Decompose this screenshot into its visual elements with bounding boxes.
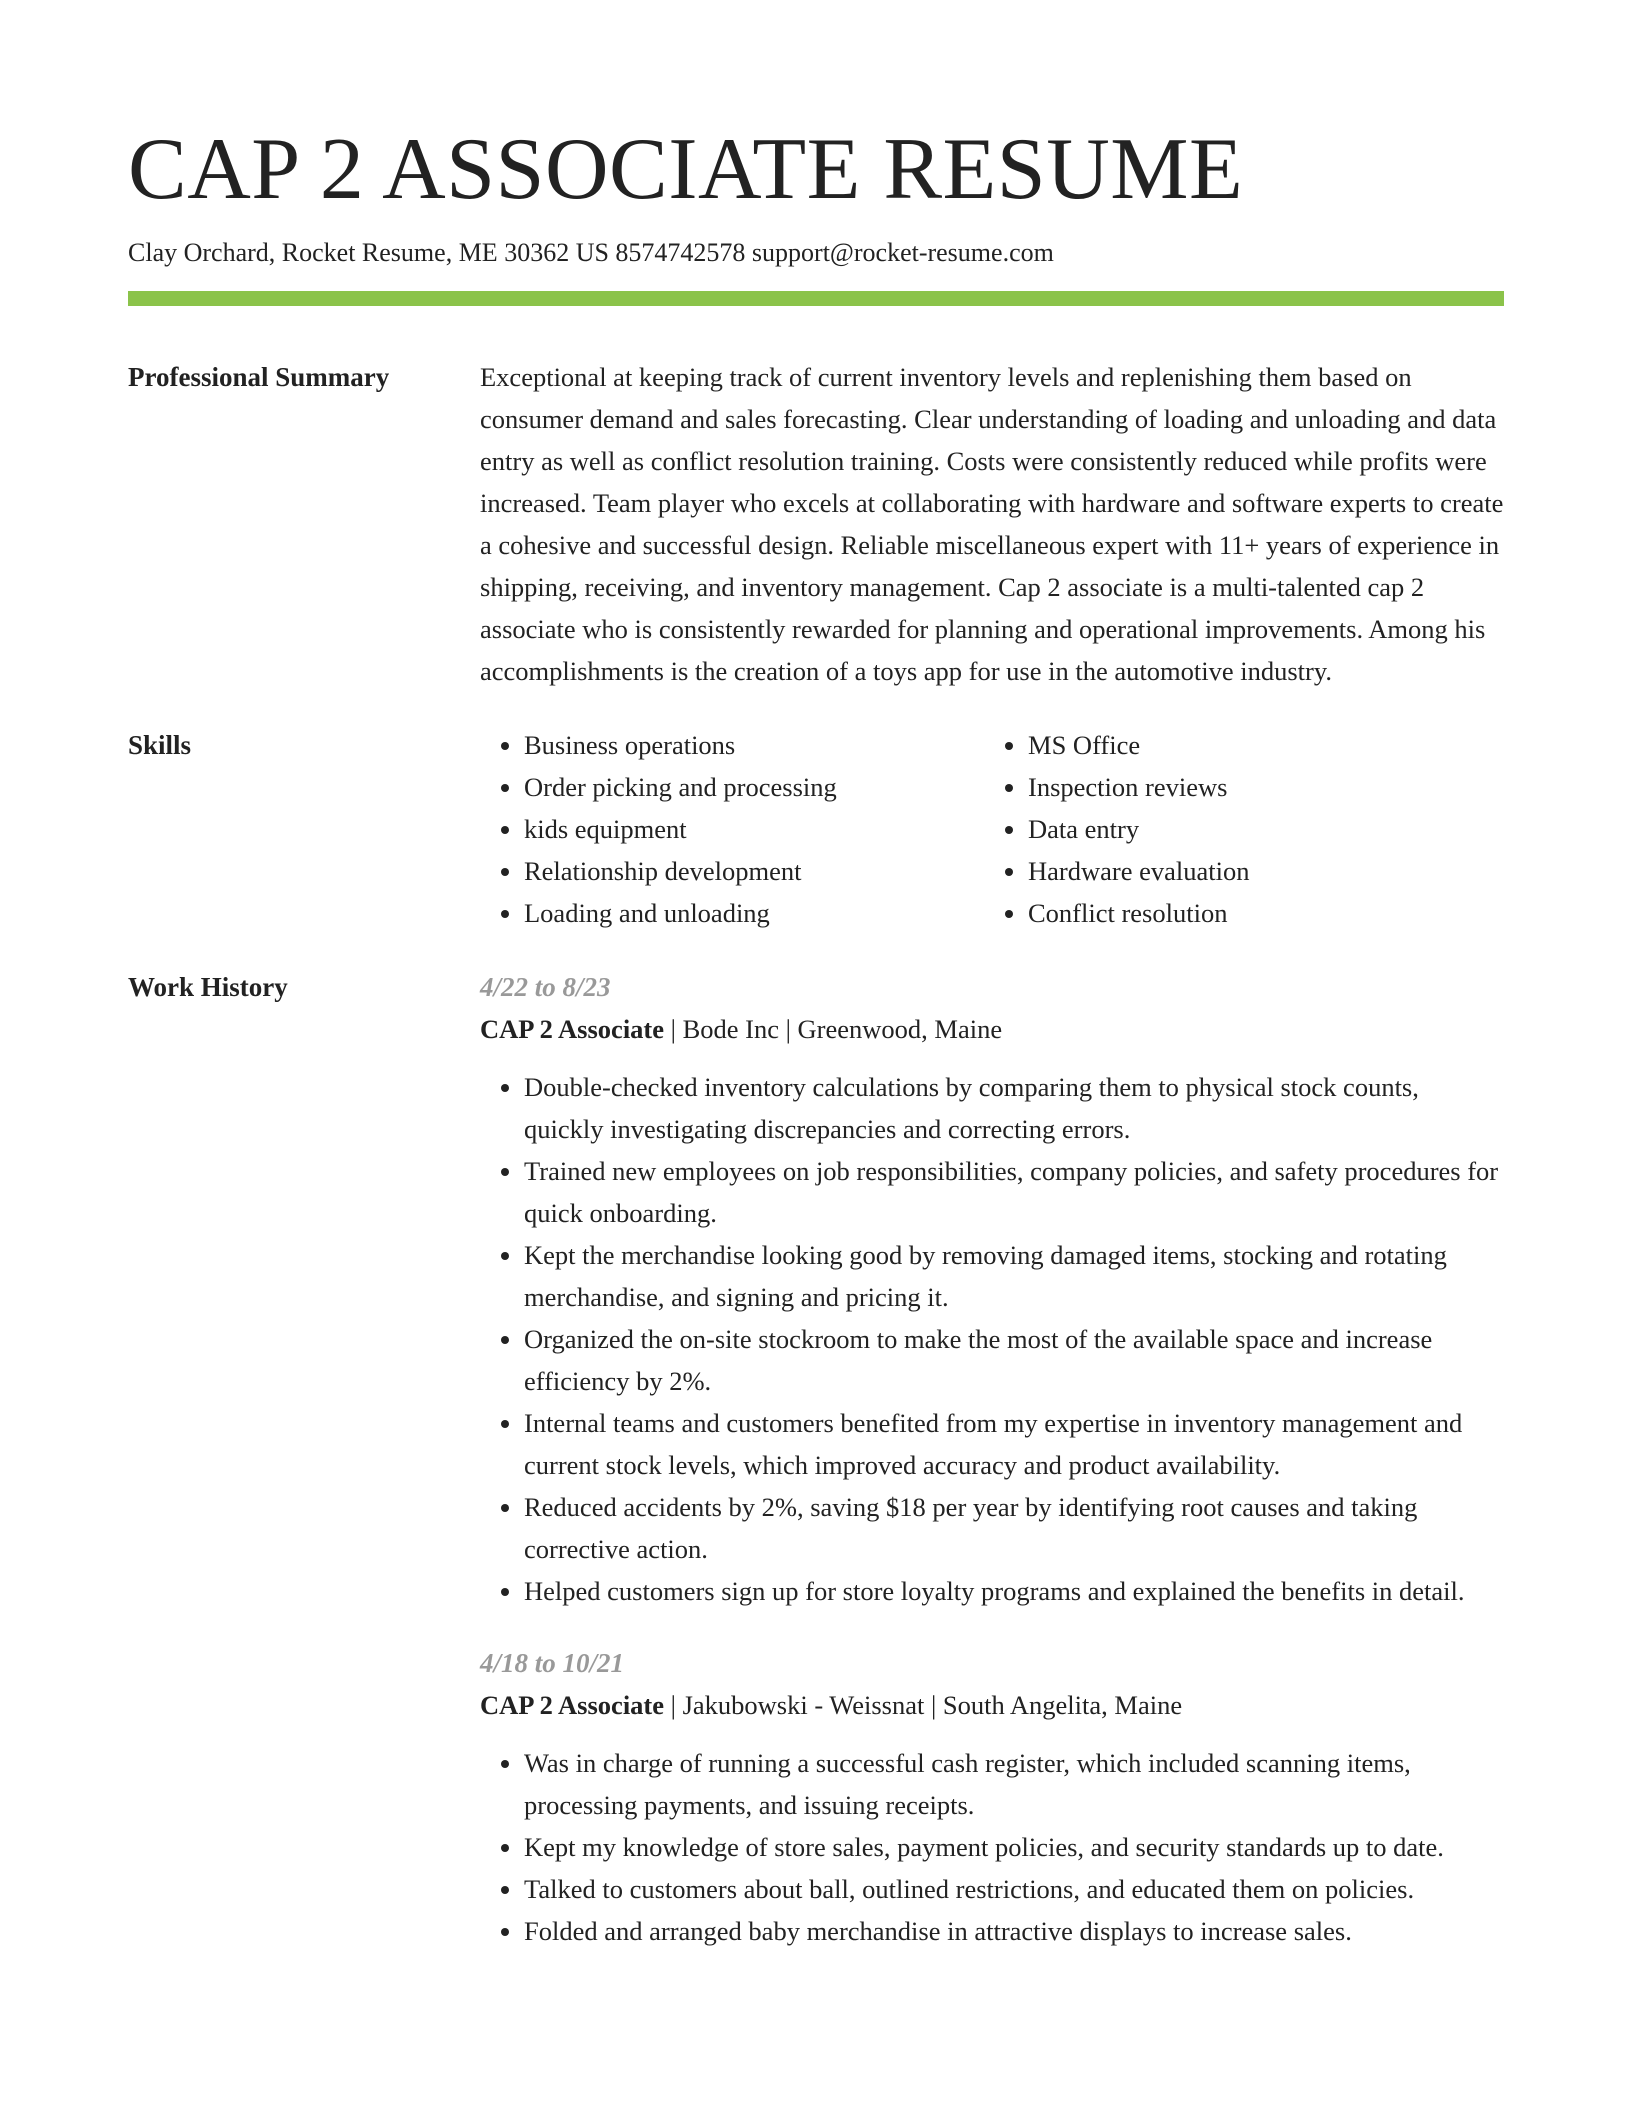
job-title: CAP 2 Associate	[480, 1690, 665, 1720]
skills-column-right	[984, 724, 1488, 934]
job-bullet: • Organized the on-site stockroom to make the most of the available space and increase efficiency by 2%.	[524, 1318, 1504, 1402]
skills-list-right	[984, 724, 1488, 934]
job-bullet-list	[480, 1066, 1504, 1612]
accent-divider	[128, 291, 1504, 306]
skill-item: • Relationship development	[524, 850, 984, 892]
work-history-body	[480, 966, 1504, 1952]
section-label-work-history: Work History	[128, 972, 288, 1002]
summary-text: Exceptional at keeping track of current inventory levels and replenishing them based on consumer demand and sales forecasting. Clear understanding of loading and unloading and data entry as well as conflict resolution training. Costs were consistently reduced while profits were increased. Team player who excels at collaborating with hardware and software experts to create a cohesive and successful design. Reliable miscellaneous expert with 11+ years of experience in shipping, receiving, and inventory management. Cap 2 associate is a multi-talented cap 2 associate who is consistently rewarded for planning and operational improvements. Among his accomplishments is the creation of a toys app for use in the automotive industry.	[480, 362, 1504, 686]
job-company: Bode Inc	[682, 1014, 779, 1044]
summary-body	[480, 356, 1504, 692]
job-dates: 4/22 to 8/23	[480, 972, 611, 1002]
section-label-skills: Skills	[128, 730, 192, 760]
job-bullet: • Folded and arranged baby merchandise in attractive displays to increase sales.	[524, 1910, 1504, 1952]
job-bullet: • Talked to customers about ball, outlined restrictions, and educated them on policies.	[524, 1868, 1504, 1910]
skills-column-left	[480, 724, 984, 934]
job-bullet: • Helped customers sign up for store loyalty programs and explained the benefits in detail.	[524, 1570, 1504, 1612]
job-bullet: • Kept the merchandise looking good by removing damaged items, stocking and rotating merchandise, and signing and pricing it.	[524, 1234, 1504, 1318]
job-separator: |	[664, 1690, 683, 1720]
job-location: Greenwood, Maine	[797, 1014, 1003, 1044]
job-bullet: • Kept my knowledge of store sales, payment policies, and security standards up to date.	[524, 1826, 1504, 1868]
job-heading	[480, 1684, 1504, 1726]
professional-summary-section	[128, 356, 1504, 692]
skill-item: • Hardware evaluation	[1028, 850, 1488, 892]
skill-item: • Loading and unloading	[524, 892, 984, 934]
work-history-section	[128, 966, 1504, 1952]
job-bullet: • Double-checked inventory calculations by comparing them to physical stock counts, quickly investigating discrepancies and correcting errors.	[524, 1066, 1504, 1150]
job-bullet: • Trained new employees on job responsibilities, company policies, and safety procedures for quick onboarding.	[524, 1150, 1504, 1234]
job-entry	[480, 966, 1504, 1612]
job-bullet-list	[480, 1742, 1504, 1952]
job-dates: 4/18 to 10/21	[480, 1648, 625, 1678]
section-label-summary: Professional Summary	[128, 362, 390, 392]
job-location: South Angelita, Maine	[942, 1690, 1183, 1720]
job-separator: |	[664, 1014, 683, 1044]
job-company: Jakubowski - Weissnat	[682, 1690, 925, 1720]
skill-item: • kids equipment	[524, 808, 984, 850]
contact-line: Clay Orchard, Rocket Resume, ME 30362 US 8574742578 support@rocket-resume.com	[128, 238, 1054, 267]
skill-item: • Order picking and processing	[524, 766, 984, 808]
skill-item: • Inspection reviews	[1028, 766, 1488, 808]
job-bullet: • Reduced accidents by 2%, saving $18 per year by identifying root causes and taking corrective action.	[524, 1486, 1504, 1570]
resume-title: CAP 2 ASSOCIATE RESUME	[128, 121, 1244, 218]
resume-page	[128, 120, 1504, 1952]
job-title: CAP 2 Associate	[480, 1014, 665, 1044]
skill-item: • Data entry	[1028, 808, 1488, 850]
skills-list-left	[480, 724, 984, 934]
job-bullet: • Internal teams and customers benefited from my expertise in inventory management and current stock levels, which improved accuracy and product availability.	[524, 1402, 1504, 1486]
job-entry	[480, 1642, 1504, 1952]
job-bullet: • Was in charge of running a successful cash register, which included scanning items, processing payments, and issuing receipts.	[524, 1742, 1504, 1826]
skill-item: • Conflict resolution	[1028, 892, 1488, 934]
job-heading	[480, 1008, 1504, 1050]
skills-body	[480, 724, 1504, 934]
skill-item: • MS Office	[1028, 724, 1488, 766]
skills-section	[128, 724, 1504, 934]
job-separator: |	[924, 1690, 943, 1720]
job-separator: |	[778, 1014, 798, 1044]
skill-item: • Business operations	[524, 724, 984, 766]
